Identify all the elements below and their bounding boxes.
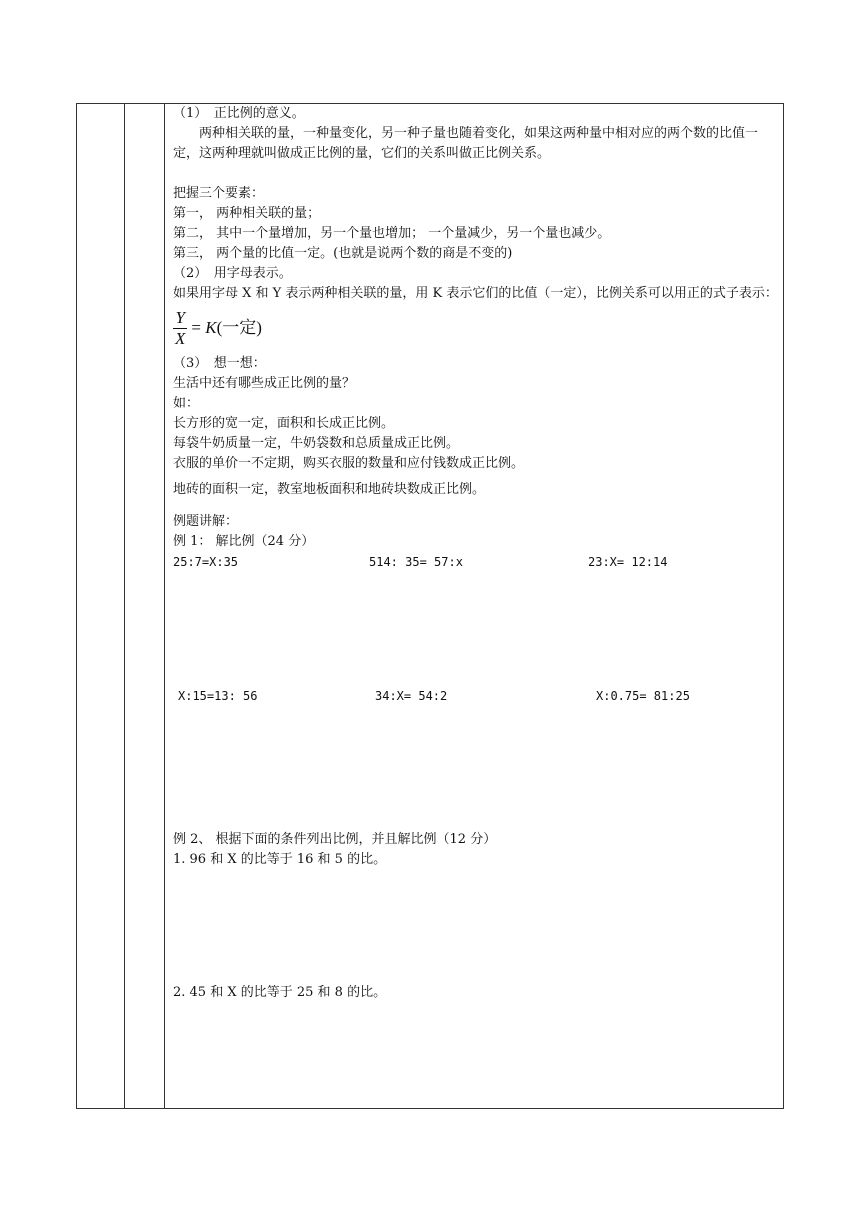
problem-2: 514: 35= 57:x bbox=[369, 555, 463, 569]
formula-rhs bbox=[191, 318, 262, 338]
section3-heading: （3） 想一想： bbox=[173, 356, 266, 371]
example1-title: 例 1： 解比例（24 分） bbox=[173, 534, 315, 549]
example-item-2: 每袋牛奶质量一定，牛奶袋数和总质量成正比例。 bbox=[173, 436, 460, 451]
element-item-3: 第三， 两个量的比值一定。(也就是说两个数的商是不变的) bbox=[173, 246, 513, 261]
formula-equals: = bbox=[191, 318, 201, 337]
example-item-4: 地砖的面积一定，教室地板面积和地砖块数成正比例。 bbox=[173, 482, 486, 497]
example-item-1: 长方形的宽一定，面积和长成正比例。 bbox=[173, 416, 395, 431]
definition-text: 两种相关联的量，一种量变化，另一种子量也随着变化，如果这两种量中相对应的两个数的比值一定，这两种理就叫做成正比例的量，它们的关系叫做正比例关系。 bbox=[173, 126, 759, 161]
proportion-formula bbox=[173, 304, 781, 352]
example2-item-2: 2. 45 和 X 的比等于 25 和 8 的比。 bbox=[173, 985, 387, 1000]
letter-representation-text: 如果用字母 X 和 Y 表示两种相关联的量，用 K 表示它们的比值（一定），比例关系可以用正的式子表示： bbox=[173, 286, 778, 301]
section2-heading: （2） 用字母表示。 bbox=[173, 266, 292, 281]
example1-row-1 bbox=[173, 552, 781, 572]
elements-title: 把握三个要素： bbox=[173, 186, 265, 201]
section3-question: 生活中还有哪些成正比例的量？ bbox=[173, 376, 356, 391]
problem-1: 25:7=X:35 bbox=[173, 555, 239, 569]
formula-numerator: Y bbox=[175, 307, 185, 327]
problem-4: X:15=13: 56 bbox=[178, 689, 258, 703]
problem-5: 34:X= 54:2 bbox=[375, 689, 448, 703]
column-divider-1 bbox=[124, 104, 125, 1108]
formula-denominator: X bbox=[175, 328, 186, 348]
element-item-1: 第一， 两种相关联的量； bbox=[173, 206, 321, 221]
element-item-2: 第二， 其中一个量增加，另一个量也增加； 一个量减少，另一个量也减少。 bbox=[173, 226, 611, 241]
example-item-3: 衣服的单价一不定期，购买衣服的数量和应付钱数成正比例。 bbox=[173, 456, 525, 471]
example2-title: 例 2、 根据下面的条件列出比例，并且解比例（12 分） bbox=[173, 832, 497, 847]
for-example-label: 如： bbox=[173, 396, 200, 411]
content-cell bbox=[173, 104, 781, 1003]
worked-title: 例题讲解： bbox=[173, 514, 239, 529]
example2-item-1: 1. 96 和 X 的比等于 16 和 5 的比。 bbox=[173, 852, 387, 867]
formula-note: (一定) bbox=[216, 318, 262, 337]
column-divider-2 bbox=[164, 104, 165, 1108]
problem-3: 23:X= 12:14 bbox=[588, 555, 668, 569]
formula-fraction bbox=[173, 308, 187, 349]
section1-heading: （1） 正比例的意义。 bbox=[173, 106, 305, 121]
example1-row-2 bbox=[173, 686, 781, 706]
formula-k: K bbox=[205, 318, 217, 337]
problem-6: X:0.75= 81:25 bbox=[596, 689, 690, 703]
